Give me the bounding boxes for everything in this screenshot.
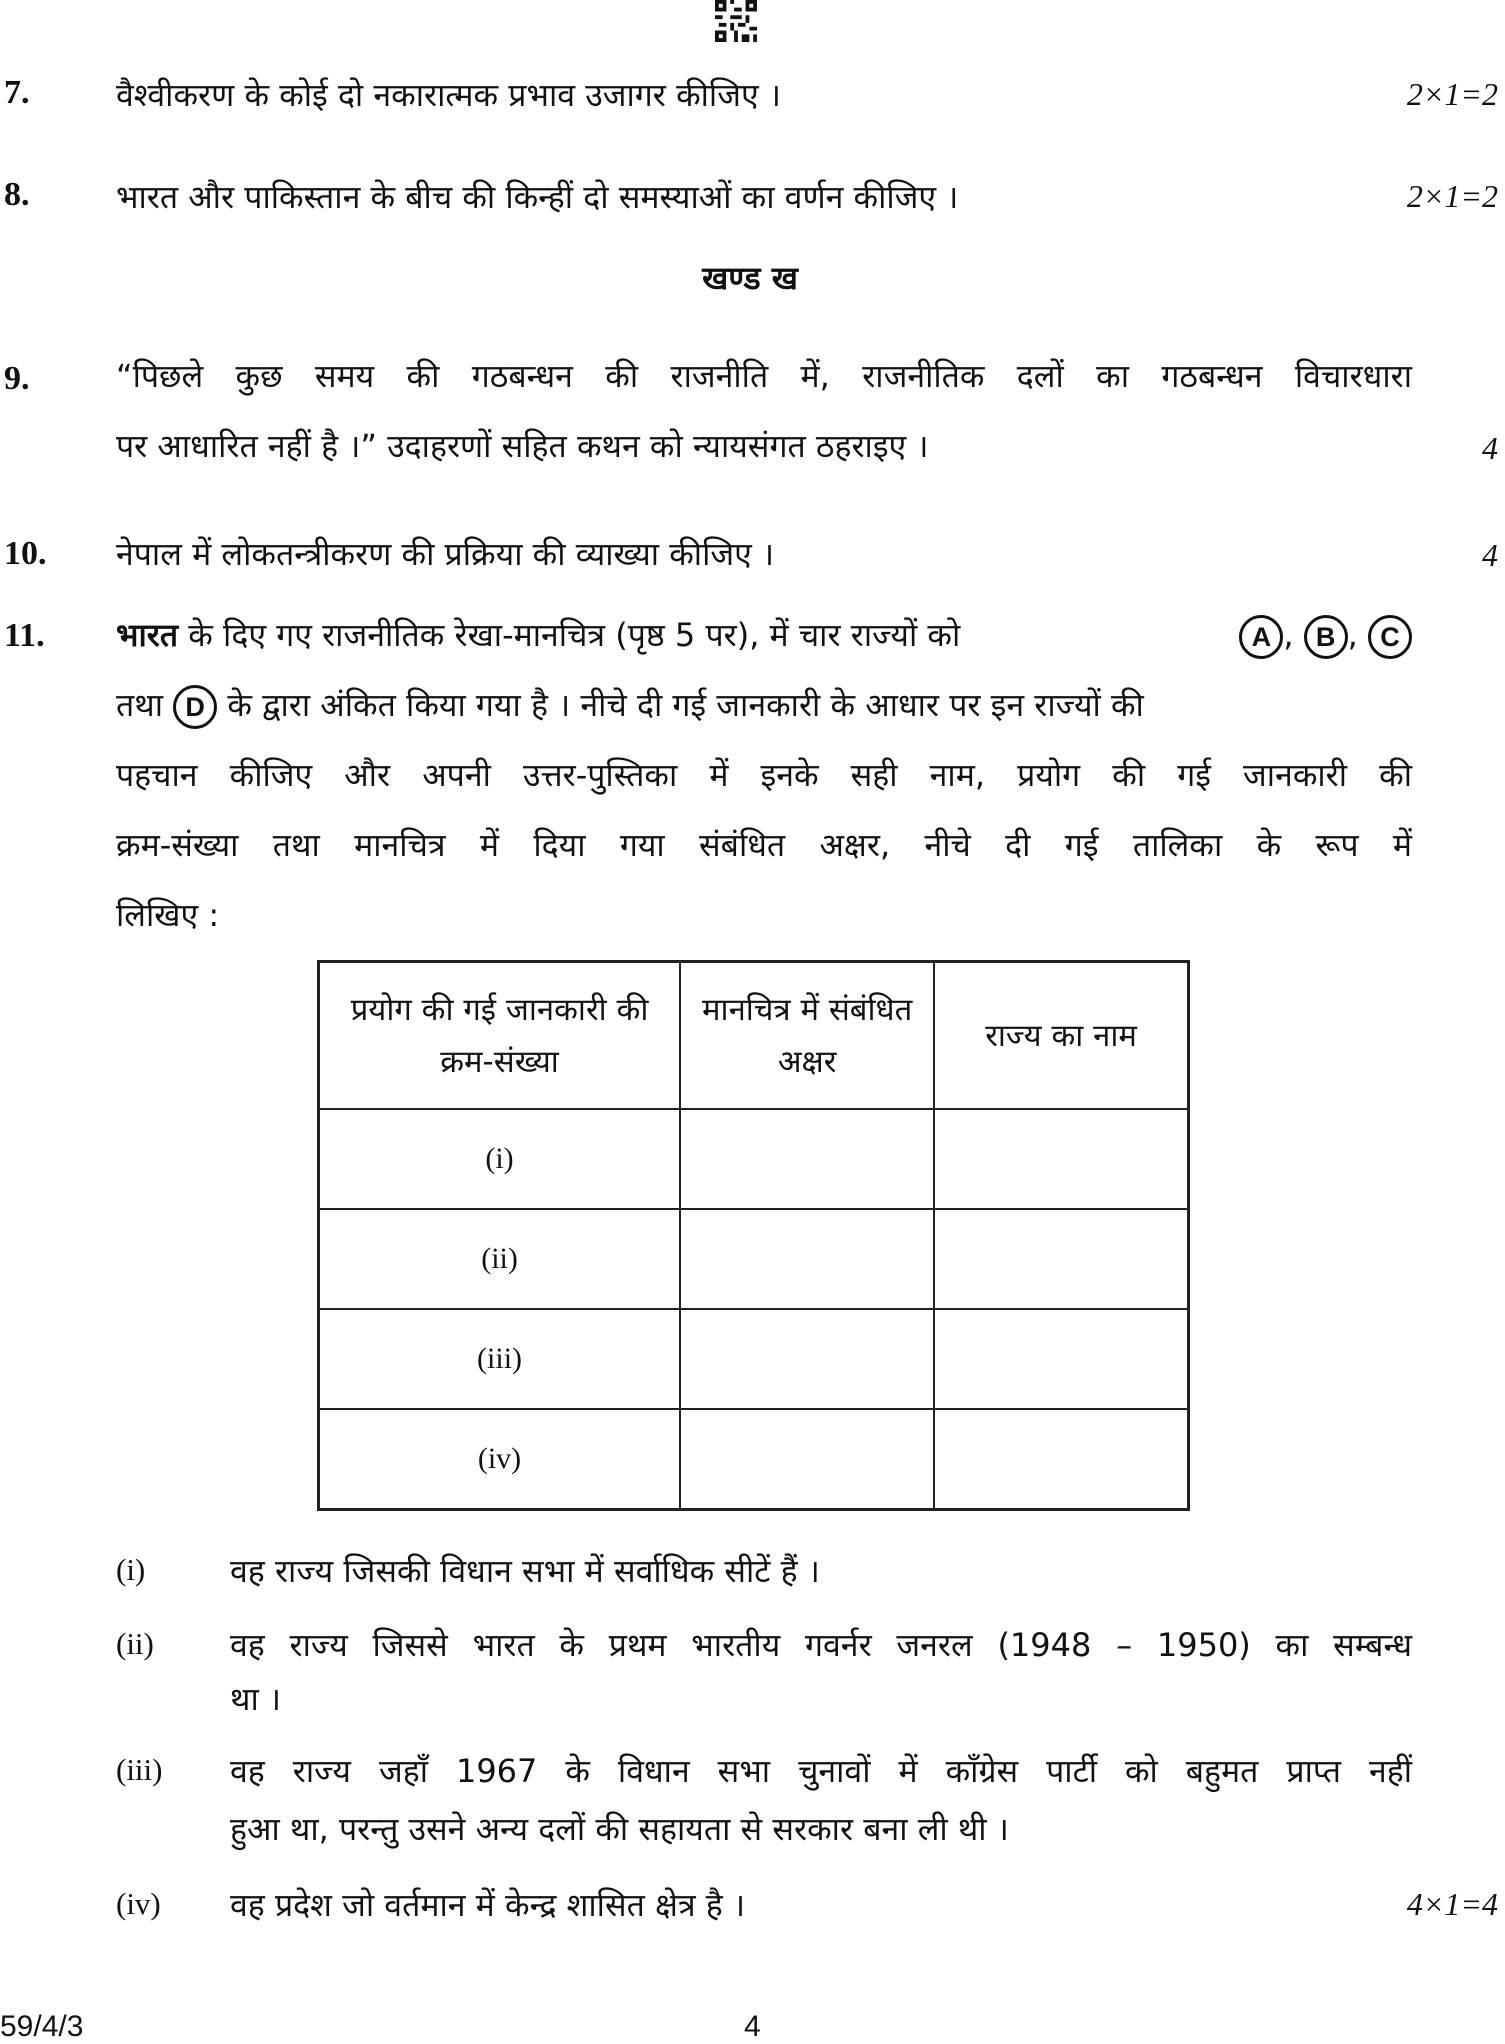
table-row	[319, 1109, 1189, 1209]
question-text-line: लिखिए :	[116, 896, 220, 934]
question-text-fragment: के द्वारा अंकित किया गया है । नीचे दी गई जानकारी के आधार पर इन राज्यों की	[227, 686, 1144, 724]
table-header-row	[319, 962, 1189, 1110]
question-text-line: “पिछले कुछ समय की गठबन्धन की राजनीति में, राजनीतिक दलों का गठबन्धन विचारधारा	[116, 357, 1412, 395]
sub-item-text: हुआ था, परन्तु उसने अन्य दलों की सहायता से सरकार बना ली थी ।	[230, 1810, 1009, 1848]
question-number: 10.	[4, 535, 47, 572]
circled-letter-c: C	[1368, 615, 1412, 659]
table-cell: (iv)	[319, 1409, 681, 1510]
table-row	[319, 1209, 1189, 1309]
table-cell-empty	[934, 1209, 1188, 1309]
section-heading: खण्ड ख	[702, 259, 798, 297]
sub-item-number: (iv)	[116, 1886, 161, 1921]
marks: 4×1=4	[1406, 1886, 1498, 1922]
table-cell-empty	[680, 1109, 934, 1209]
bold-keyword: भारत	[116, 616, 179, 654]
table-header: प्रयोग की गई जानकारी की क्रम-संख्या	[319, 962, 681, 1110]
table-cell: (ii)	[319, 1209, 681, 1309]
marks: 4	[1482, 537, 1498, 573]
question-text-line: क्रम-संख्या तथा मानचित्र में दिया गया संबंधित अक्षर, नीचे दी गई तालिका के रूप में	[116, 826, 1412, 864]
sub-item-text: वह राज्य जहाँ 1967 के विधान सभा चुनावों में काँग्रेस पार्टी को बहुमत प्राप्त नहीं	[230, 1752, 1412, 1790]
question-text-fragment: तथा	[116, 686, 163, 724]
sub-item-number: (i)	[116, 1552, 146, 1587]
question-text-fragment: के दिए गए राजनीतिक रेखा-मानचित्र (पृष्ठ 5 पर), में चार राज्यों को	[178, 616, 961, 654]
question-text: भारत और पाकिस्तान के बीच की किन्हीं दो समस्याओं का वर्णन कीजिए ।	[116, 178, 959, 216]
question-text: नेपाल में लोकतन्त्रीकरण की प्रक्रिया की व्याख्या कीजिए ।	[116, 535, 775, 573]
sub-item-number: (ii)	[116, 1626, 154, 1661]
sub-item-text: वह राज्य जिससे भारत के प्रथम भारतीय गवर्नर जनरल (1948 – 1950) का सम्बन्ध	[230, 1626, 1412, 1664]
table-header: राज्य का नाम	[934, 962, 1188, 1110]
question-text-line: पर आधारित नहीं है ।” उदाहरणों सहित कथन को न्यायसंगत ठहराइए ।	[116, 427, 929, 465]
answer-table	[317, 960, 1190, 1511]
table-cell-empty	[934, 1109, 1188, 1209]
table-cell-empty	[934, 1409, 1188, 1510]
table-cell: (iii)	[319, 1309, 681, 1409]
marks: 2×1=2	[1406, 178, 1498, 214]
question-number: 11.	[4, 617, 45, 654]
question-text-line: भारत के दिए गए राजनीतिक रेखा-मानचित्र (पृष्ठ 5 पर), में चार राज्यों को A , B , C	[116, 600, 1412, 670]
table-cell-empty	[934, 1309, 1188, 1409]
marks: 2×1=2	[1406, 76, 1498, 112]
table-cell-empty	[680, 1409, 934, 1510]
sub-item-text: वह राज्य जिसकी विधान सभा में सर्वाधिक सीटें हैं ।	[230, 1552, 820, 1590]
question-number: 9.	[4, 360, 30, 397]
table-row	[319, 1309, 1189, 1409]
table-cell-empty	[680, 1309, 934, 1409]
sub-item-text: वह प्रदेश जो वर्तमान में केन्द्र शासित क्षेत्र है ।	[230, 1886, 746, 1924]
table-cell: (i)	[319, 1109, 681, 1209]
circled-letter-d: D	[173, 685, 217, 729]
page-number: 4	[744, 2010, 761, 2043]
table-cell-empty	[680, 1209, 934, 1309]
paper-code: 59/4/3	[0, 2010, 84, 2043]
question-text: वैश्वीकरण के कोई दो नकारात्मक प्रभाव उजागर कीजिए ।	[116, 76, 781, 114]
marks: 4	[1482, 430, 1498, 466]
sub-item-number: (iii)	[116, 1752, 163, 1787]
circled-letter-b: B	[1304, 615, 1348, 659]
question-number: 7.	[4, 74, 30, 111]
sub-item-text: था ।	[230, 1680, 282, 1718]
circled-letter-a: A	[1239, 615, 1283, 659]
table-row	[319, 1409, 1189, 1510]
qr-code	[714, 0, 758, 42]
question-text-line: पहचान कीजिए और अपनी उत्तर-पुस्तिका में इनके सही नाम, प्रयोग की गई जानकारी की	[116, 756, 1412, 794]
question-text-line	[116, 670, 1412, 740]
question-number: 8.	[4, 176, 30, 213]
table-header: मानचित्र में संबंधित अक्षर	[680, 962, 934, 1110]
